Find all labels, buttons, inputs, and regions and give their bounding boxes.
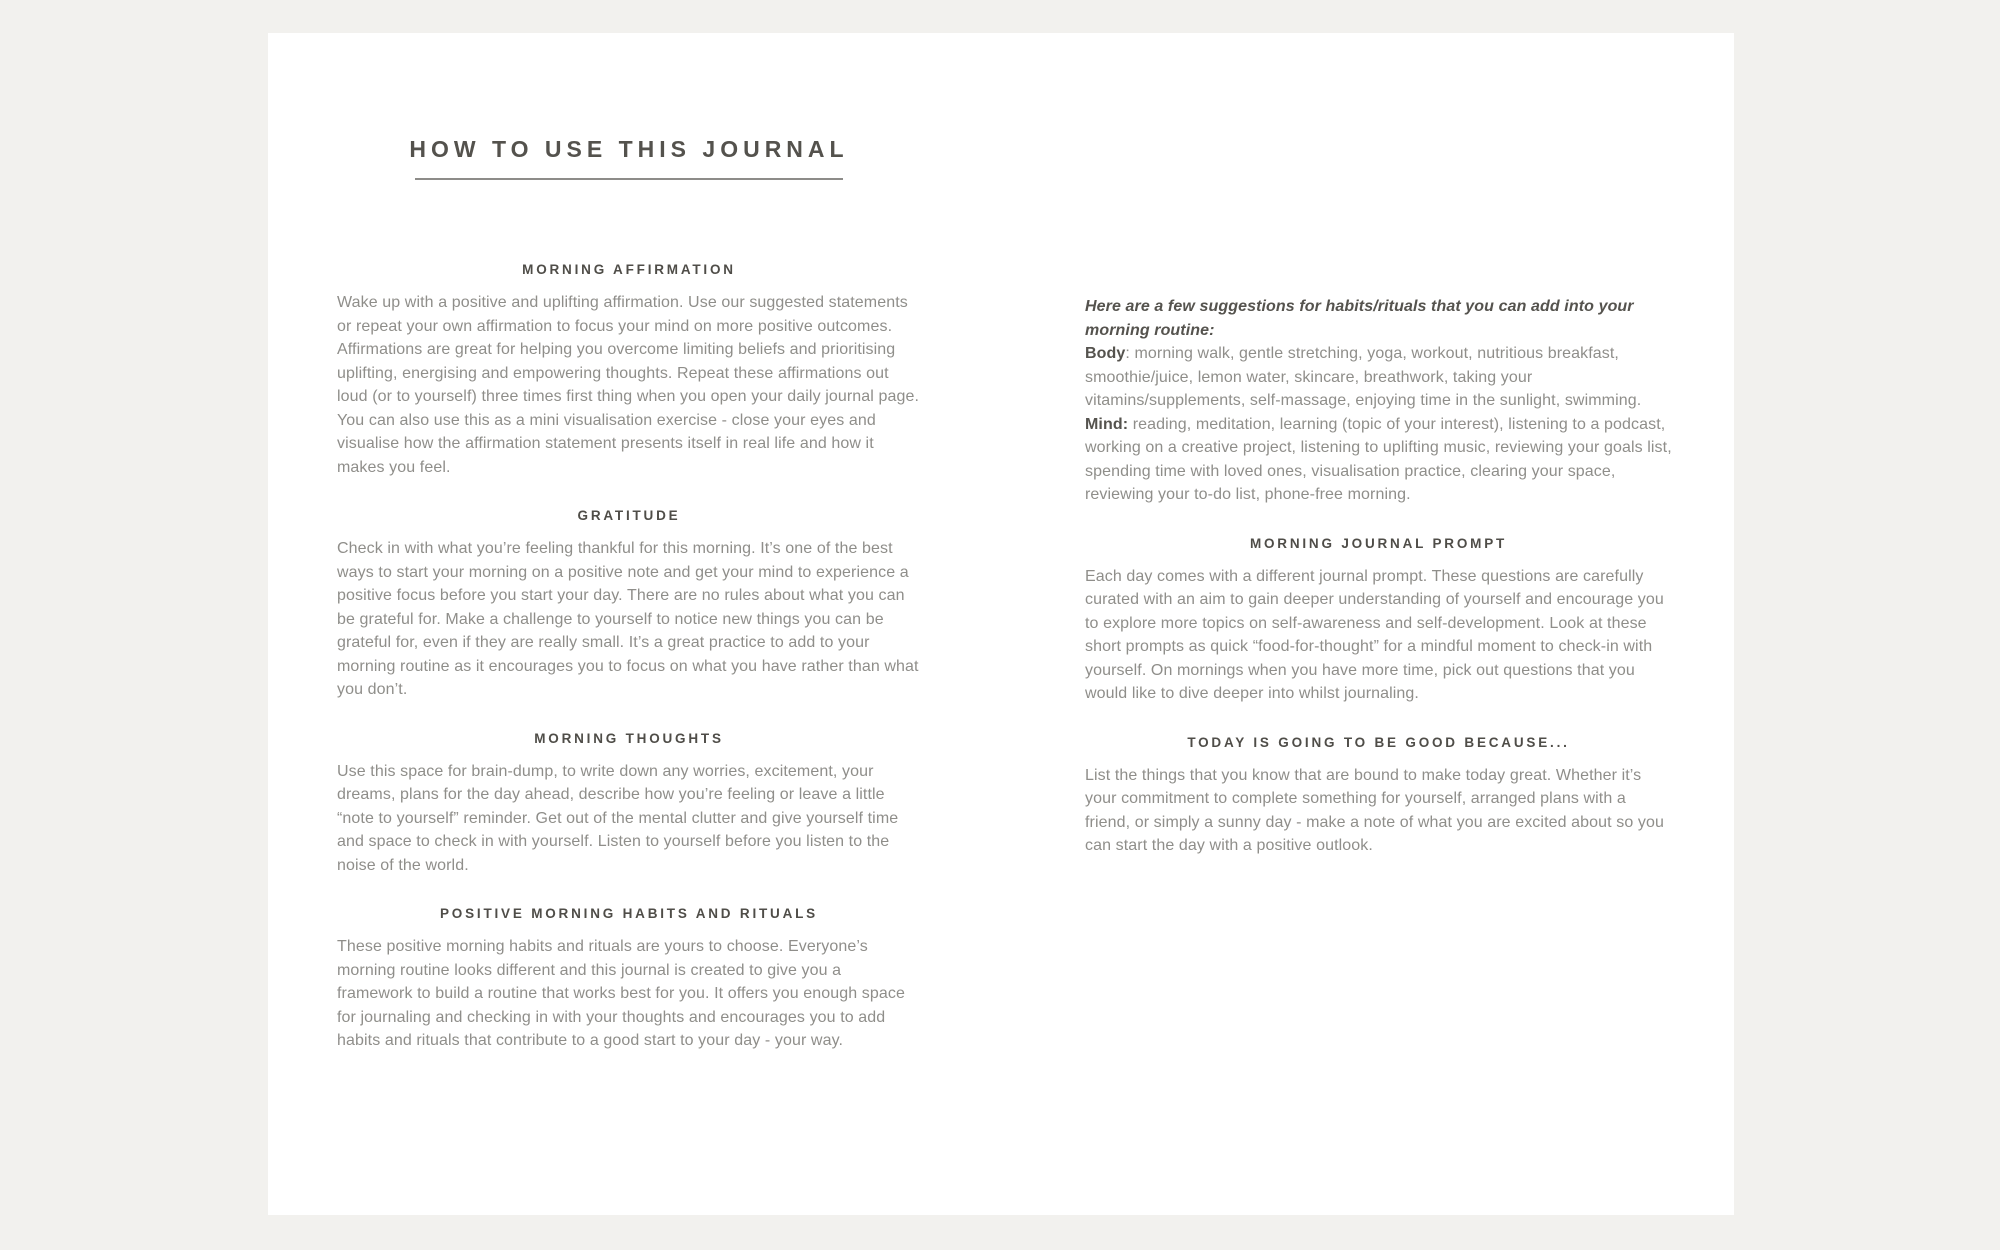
section-body-morning-affirmation: Wake up with a positive and uplifting affirmation. Use our suggested statements or repeat your own affirmation to focus your mind on more positive outcomes. Affirmations are great for helping you overcome limiting beliefs and prioritising uplifting, energising and empowering thoughts. Repeat these affirmations out loud (or to yourself) three times first thing when you open your daily journal page. You can also use this as a mini visualisation exercise - close your eyes and visualise how the affirmation statement presents itself in real life and how it makes you feel. (337, 294, 920, 476)
right-page-column (1085, 295, 1672, 887)
body-label: Body (1085, 345, 1126, 362)
habits-suggestions-intro (1085, 295, 1672, 507)
journal-page (268, 33, 1734, 1215)
mind-label: Mind: (1085, 415, 1129, 433)
section-body-positive-morning-habits: These positive morning habits and rituals are yours to choose. Everyone’s morning routine looks different and this journal is created to give you a framework to build a routine that works best for you. It offers you enough space for journaling and checking in with your thoughts and encourages you to add habits and rituals that contribute to a good start to your day - your way. (337, 938, 906, 1049)
body-suggestions-text: : morning walk, gentle stretching, yoga, workout, nutritious breakfast, smoothie/juice, lemon water, skincare, breathwork, taking your vitamins/supplements, self-massage, enjoying time in the sunlight, swimming. (1085, 345, 1642, 409)
section-heading-positive-morning-habits: POSITIVE MORNING HABITS AND RITUALS (439, 906, 818, 921)
title-block (337, 136, 921, 180)
section-body-morning-journal-prompt: Each day comes with a different journal prompt. These questions are carefully curated with an aim to gain deeper understanding of yourself and encourage you to explore more topics on self-awareness and self-development. Look at these short prompts as quick “food-for-thought” for a mindful moment to check-in with yourself. On mornings when you have more time, pick out questions that you would like to dive deeper into whilst journaling. (1085, 567, 1664, 702)
section-heading-morning-thoughts: MORNING THOUGHTS (534, 730, 724, 746)
section-heading-gratitude: GRATITUDE (577, 508, 681, 523)
title-underline (415, 178, 843, 180)
section-body-today-good-because: List the things that you know that are bound to make today great. Whether it’s your commitment to complete something for yourself, arranged plans with a friend, or simply a sunny day - make a note of what you are excited about so you can start the day with a positive outlook. (1085, 766, 1664, 854)
section-heading-today-good-because: TODAY IS GOING TO BE GOOD BECAUSE... (1187, 734, 1570, 750)
section-heading-morning-affirmation: MORNING AFFIRMATION (522, 262, 736, 277)
page-title: HOW TO USE THIS JOURNAL (409, 136, 849, 162)
left-page-column (337, 262, 921, 1082)
section-heading-morning-journal-prompt: MORNING JOURNAL PROMPT (1249, 535, 1508, 551)
mind-suggestions-text: reading, meditation, learning (topic of your interest), listening to a podcast, working on a creative project, listening to uplifting music, reviewing your goals list, spending time with loved ones, visualisation practice, clearing your space, reviewing your to-do list, phone-free morning. (1085, 415, 1672, 503)
habits-suggestions-lead: Here are a few suggestions for habits/rituals that you can add into your morning routine: (1085, 298, 1634, 339)
section-body-morning-thoughts: Use this space for brain-dump, to write down any worries, excitement, your dreams, plans for the day ahead, describe how you’re feeling or leave a little “note to yourself” reminder. Get out of the mental clutter and give yourself time and space to check in with yourself. Listen to yourself before you listen to the noise of the world. (337, 762, 899, 874)
section-body-gratitude: Check in with what you’re feeling thankful for this morning. It’s one of the best ways to start your morning on a positive note and get your mind to experience a positive focus before you start your day. There are no rules about what you can be grateful for. Make a challenge to yourself to notice new things you can be grateful for, even if they are really small. It’s a great practice to add to your morning routine as it encourages you to focus on what you have rather than what you don’t. (337, 540, 919, 698)
